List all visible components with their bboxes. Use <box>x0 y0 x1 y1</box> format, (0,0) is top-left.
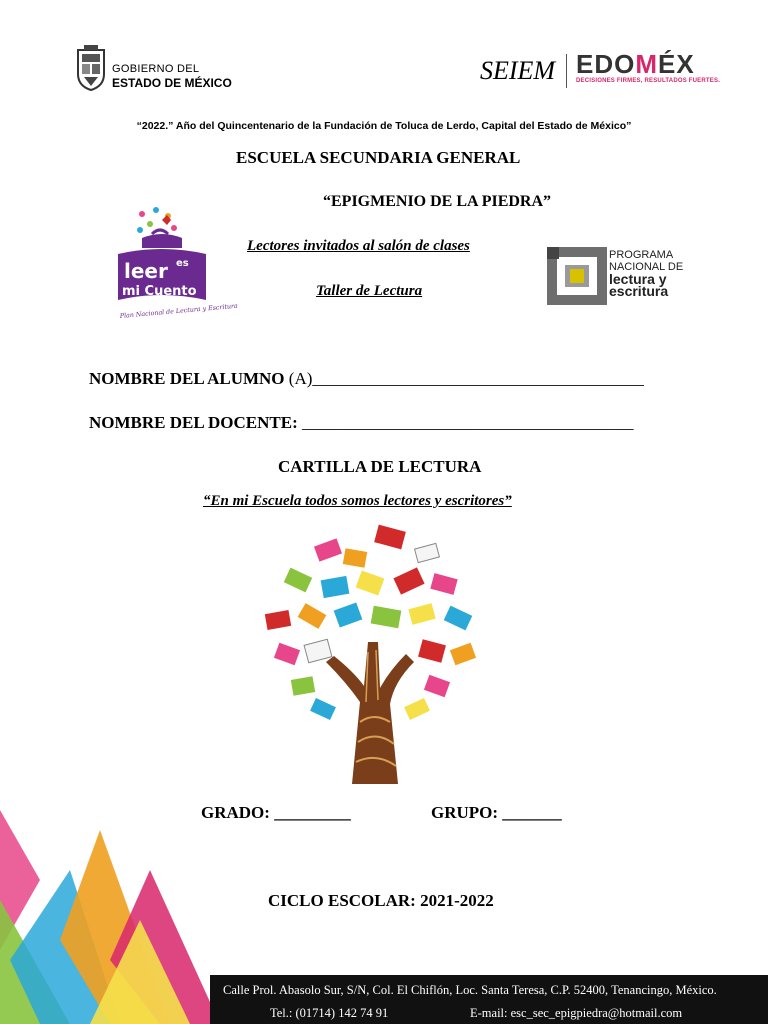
docente-blank[interactable]: _______________________________________ <box>302 413 634 432</box>
edomex-logo <box>576 50 720 84</box>
leer-caption: Plan Nacional de Lectura y Escritura <box>119 302 239 320</box>
footer-address: Calle Prol. Abasolo Sur, S/N, Col. El Chiflón, Loc. Santa Teresa, C.P. 52400, Tenancingo, México. <box>223 983 717 997</box>
alumno-blank[interactable]: _______________________________________ <box>312 369 644 388</box>
ciclo-escolar: CICLO ESCOLAR: 2021-2022 <box>268 891 494 910</box>
docente-label: NOMBRE DEL DOCENTE: <box>89 413 302 432</box>
footer-email[interactable]: E-mail: esc_sec_epigpiedra@hotmail.com <box>470 1006 683 1020</box>
book-tree-illustration <box>256 522 500 784</box>
leer-es-mi-cuento-logo <box>112 204 239 326</box>
footer-tel: Tel.: (01714) 142 74 91 <box>270 1006 389 1020</box>
pnle-line2: NACIONAL DE <box>609 261 684 273</box>
alumno-label: NOMBRE DEL ALUMNO <box>89 369 289 388</box>
subtitle-taller: Taller de Lectura <box>316 283 423 299</box>
grupo-field[interactable]: GRUPO: _______ <box>431 803 562 822</box>
tree-trunk-icon <box>326 642 414 784</box>
pnle-logo <box>547 247 697 307</box>
pnle-line3: lectura y <box>609 271 667 287</box>
pnle-square-icon <box>547 247 607 305</box>
letters-icon <box>137 207 177 234</box>
school-name: “EPIGMENIO DE LA PIEDRA” <box>323 193 552 210</box>
school-title: ESCUELA SECUNDARIA GENERAL <box>236 148 521 167</box>
pnle-line4: escritura <box>609 283 669 299</box>
edomex-tagline: DECISIONES FIRMES, RESULTADOS FUERTES. <box>576 78 721 84</box>
docente-field[interactable] <box>89 413 634 433</box>
edomex-prefix: EDO <box>576 49 636 79</box>
subtitle-lectores: Lectores invitados al salón de clases <box>247 238 470 254</box>
pnle-line1: PROGRAMA <box>609 249 674 261</box>
edomex-m: M <box>635 49 659 79</box>
footer-bar <box>210 975 768 1024</box>
grado-field[interactable]: GRADO: _________ <box>201 803 351 822</box>
edomex-suffix: ÉX <box>658 49 695 79</box>
alumno-field[interactable] <box>89 369 644 389</box>
slogan: “En mi Escuela todos somos lectores y escritores” <box>203 493 512 509</box>
seiem-logo: SEIEM <box>480 56 556 85</box>
year-commemoration-line: “2022.” Año del Quincentenario de la Fundación de Toluca de Lerdo, Capital del Estado de México” <box>136 120 632 132</box>
coat-of-arms-icon <box>74 44 108 92</box>
es-word: es <box>176 258 189 269</box>
leer-word: leer <box>124 259 168 283</box>
cartilla-title: CARTILLA DE LECTURA <box>278 457 482 476</box>
gov-line2: ESTADO DE MÉXICO <box>112 76 232 90</box>
gov-line1: GOBIERNO DEL <box>112 63 200 75</box>
mi-cuento-word: mi Cuento <box>122 284 197 299</box>
header-divider <box>566 54 567 88</box>
alumno-paren: (A) <box>288 369 313 388</box>
gobierno-edomex-logo <box>74 44 234 94</box>
